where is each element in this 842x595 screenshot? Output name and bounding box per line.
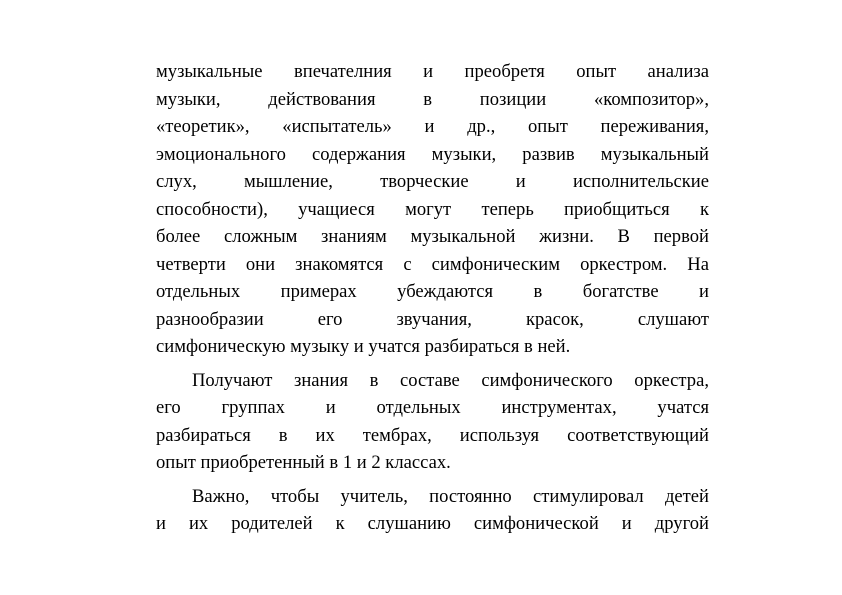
text-line: слух, мышление, творческие и исполнительские (156, 171, 709, 192)
text-line: музыкальные впечателния и преобретя опыт анализа (156, 61, 709, 82)
text-line: разбираться в их тембрах, используя соответствующий (156, 424, 709, 446)
paragraph-2 (156, 367, 709, 477)
text-line: и их родителей к слушанию симфонической и другой (156, 513, 709, 534)
text-line: музыки, действования в позиции «композитор», (156, 88, 709, 110)
text-line: более сложным знаниям музыкальной жизни. В первой (156, 226, 709, 247)
text-line: его группах и отдельных инструментах, учатся (156, 397, 709, 418)
text-line: отдельных примерах убеждаются в богатстве и (156, 281, 709, 302)
text-line: «теоретик», «испытатель» и др., опыт переживания, (156, 116, 709, 137)
text-line: симфоническую музыку и учатся разбираться в ней. (156, 336, 571, 357)
text-line: Получают знания в составе симфонического оркестра, (192, 369, 709, 391)
document-text (156, 58, 709, 538)
paragraph-1 (156, 58, 709, 361)
paragraph-3 (156, 483, 709, 538)
text-line: Важно, чтобы учитель, постоянно стимулировал детей (192, 485, 709, 507)
text-line: способности), учащиеся могут теперь приобщиться к (156, 198, 709, 220)
text-line: эмоционального содержания музыки, развив музыкальный (156, 143, 709, 165)
text-line: опыт приобретенный в 1 и 2 классах. (156, 452, 451, 473)
text-line: разнообразии его звучания, красок, слушают (156, 308, 709, 330)
text-line: четверти они знакомятся с симфоническим оркестром. На (156, 253, 709, 275)
